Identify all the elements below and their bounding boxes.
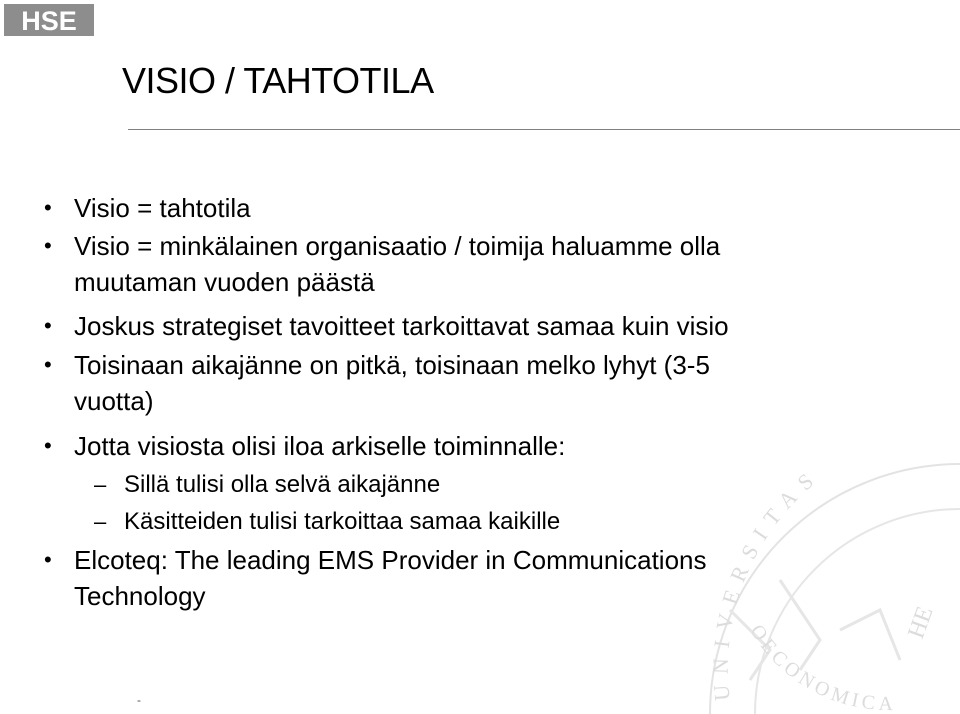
bullet-marker: • (44, 233, 52, 258)
title-divider (128, 129, 960, 130)
bullet-marker: • (44, 352, 52, 377)
bullet-text: Visio = minkälainen organisaatio / toimija haluamme olla (74, 231, 721, 261)
bullet-marker: • (44, 433, 52, 458)
bullet-marker: • (44, 313, 52, 338)
dash-marker: – (94, 509, 107, 534)
bullet-text: Visio = tahtotila (74, 193, 251, 223)
svg-text:UNIVERSITAS (708, 462, 826, 702)
bullet-marker: • (44, 195, 52, 220)
bullet-text: Käsitteiden tulisi tarkoittaa samaa kaikille (124, 508, 561, 535)
bullet-text: Jotta visiosta olisi iloa arkiselle toiminnalle: (74, 431, 566, 461)
slide-title: VISIO / TAHTOTILA (122, 60, 434, 101)
bullet-text: Technology (74, 581, 206, 611)
hse-logo-mark (4, 4, 94, 36)
seal-text-oeconomica: OECONOMICA (745, 620, 897, 714)
bullet-text: Elcoteq: The leading EMS Provider in Communications (74, 545, 707, 575)
bullet-marker: • (44, 547, 52, 572)
seal-text-universitas: UNIVERSITAS (707, 461, 826, 702)
seal-text-he: HE (903, 603, 939, 643)
bullet-text: vuotta) (74, 386, 154, 416)
hse-logo (4, 4, 94, 36)
svg-text:OECONOMICA (746, 621, 897, 714)
hse-logo-text: HSE (21, 6, 77, 36)
bullet-text: Joskus strategiset tavoitteet tarkoittavat samaa kuin visio (74, 311, 729, 341)
bullet-text: muutaman vuoden päästä (74, 267, 375, 297)
dash-marker: – (94, 472, 107, 497)
bullet-text: Toisinaan aikajänne on pitkä, toisinaan melko lyhyt (3-5 (74, 350, 710, 380)
footer-mark: - (137, 693, 141, 707)
university-seal-watermark (690, 410, 960, 714)
bullet-text: Sillä tulisi olla selvä aikajänne (124, 471, 441, 498)
